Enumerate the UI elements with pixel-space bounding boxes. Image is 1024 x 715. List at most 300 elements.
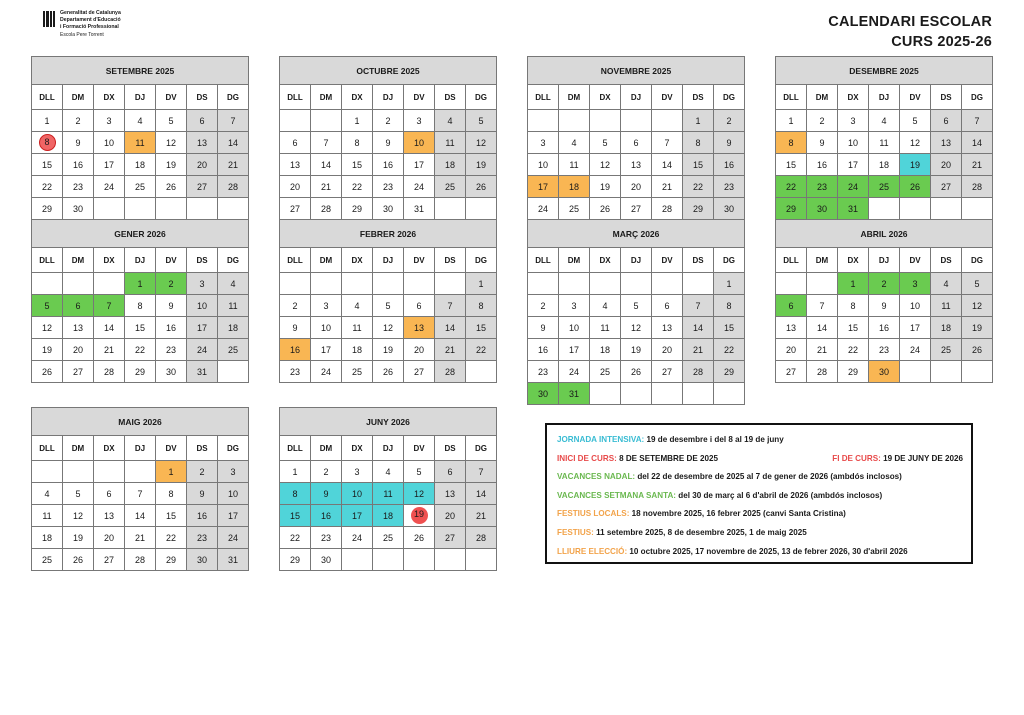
day-cell: 22 (776, 176, 807, 198)
legend-row-nadal (557, 468, 963, 487)
weekday-header: DG (714, 85, 745, 110)
day-cell: 5 (373, 295, 404, 317)
title-line-2: CURS 2025-26 (891, 34, 992, 50)
day-cell: 4 (342, 295, 373, 317)
day-cell: 14 (466, 483, 497, 505)
day-cell: 7 (311, 132, 342, 154)
day-cell: 10 (187, 295, 218, 317)
empty-cell (125, 461, 156, 483)
day-cell: 9 (869, 295, 900, 317)
day-cell: 2 (373, 110, 404, 132)
weekday-header: DV (404, 436, 435, 461)
legend-label: VACANCES NADAL: (557, 472, 636, 482)
day-cell: 23 (156, 339, 187, 361)
day-cell: 10 (342, 483, 373, 505)
weekday-header: DM (559, 85, 590, 110)
day-cell: 6 (652, 295, 683, 317)
empty-cell (218, 361, 249, 383)
day-cell: 1 (280, 461, 311, 483)
day-cell: 14 (683, 317, 714, 339)
weekday-header: DG (714, 248, 745, 273)
day-cell: 29 (838, 361, 869, 383)
day-cell: 20 (63, 339, 94, 361)
day-cell: 24 (342, 527, 373, 549)
month-name: GENER 2026 (32, 220, 249, 248)
day-cell: 18 (373, 505, 404, 527)
empty-cell (652, 273, 683, 295)
weekday-header: DX (342, 436, 373, 461)
day-cell: 20 (187, 154, 218, 176)
weekday-header: DJ (125, 85, 156, 110)
legend-row-festius (557, 524, 963, 543)
day-cell: 25 (218, 339, 249, 361)
day-cell (32, 132, 63, 154)
day-cell: 27 (404, 361, 435, 383)
day-cell: 10 (838, 132, 869, 154)
day-cell: 14 (807, 317, 838, 339)
day-cell: 28 (311, 198, 342, 220)
day-cell: 22 (280, 527, 311, 549)
empty-cell (807, 273, 838, 295)
weekday-header: DS (187, 248, 218, 273)
day-cell: 8 (280, 483, 311, 505)
day-cell: 10 (900, 295, 931, 317)
day-cell: 26 (590, 198, 621, 220)
legend-label: FESTIUS LOCALS: (557, 509, 630, 519)
weekday-header: DV (404, 248, 435, 273)
day-cell: 10 (528, 154, 559, 176)
day-cell: 29 (776, 198, 807, 220)
day-cell: 5 (156, 110, 187, 132)
empty-cell (373, 273, 404, 295)
day-cell: 11 (869, 132, 900, 154)
day-cell: 25 (125, 176, 156, 198)
weekday-header: DV (900, 248, 931, 273)
weekday-header: DG (466, 248, 497, 273)
day-cell: 6 (931, 110, 962, 132)
day-cell: 14 (94, 317, 125, 339)
weekday-header: DX (94, 85, 125, 110)
day-cell: 23 (187, 527, 218, 549)
day-cell: 30 (373, 198, 404, 220)
day-cell: 4 (125, 110, 156, 132)
day-cell: 3 (311, 295, 342, 317)
month-calendar (31, 407, 249, 571)
legend-text: 8 DE SETEMBRE DE 2025 (619, 453, 719, 463)
day-cell: 21 (311, 176, 342, 198)
day-cell: 28 (435, 361, 466, 383)
empty-cell (962, 361, 993, 383)
day-cell: 16 (156, 317, 187, 339)
day-cell: 17 (311, 339, 342, 361)
weekday-header: DS (931, 248, 962, 273)
day-cell: 12 (962, 295, 993, 317)
weekday-header: DM (807, 85, 838, 110)
weekday-header: DS (683, 85, 714, 110)
day-cell: 4 (590, 295, 621, 317)
day-cell: 20 (776, 339, 807, 361)
day-cell: 3 (900, 273, 931, 295)
day-cell: 19 (373, 339, 404, 361)
day-cell: 30 (156, 361, 187, 383)
day-cell: 5 (962, 273, 993, 295)
day-cell: 24 (559, 361, 590, 383)
day-cell: 24 (838, 176, 869, 198)
day-cell: 1 (125, 273, 156, 295)
weekday-header: DS (187, 436, 218, 461)
empty-cell (900, 361, 931, 383)
day-cell: 7 (218, 110, 249, 132)
empty-cell (404, 549, 435, 571)
day-cell: 30 (807, 198, 838, 220)
day-cell: 27 (776, 361, 807, 383)
empty-cell (342, 549, 373, 571)
day-cell: 30 (311, 549, 342, 571)
day-cell: 31 (187, 361, 218, 383)
day-cell: 19 (32, 339, 63, 361)
day-cell: 12 (32, 317, 63, 339)
day-cell: 15 (776, 154, 807, 176)
day-cell: 28 (466, 527, 497, 549)
day-cell: 3 (404, 110, 435, 132)
day-cell: 24 (94, 176, 125, 198)
day-cell: 12 (900, 132, 931, 154)
day-cell: 14 (218, 132, 249, 154)
month-name: MAIG 2026 (32, 408, 249, 436)
day-cell: 1 (342, 110, 373, 132)
day-cell: 8 (838, 295, 869, 317)
weekday-header: DG (466, 436, 497, 461)
day-cell: 18 (559, 176, 590, 198)
day-cell: 27 (63, 361, 94, 383)
weekday-header: DM (63, 436, 94, 461)
day-cell: 4 (435, 110, 466, 132)
empty-cell (466, 361, 497, 383)
day-cell: 9 (714, 132, 745, 154)
day-cell: 31 (404, 198, 435, 220)
day-cell: 16 (280, 339, 311, 361)
logo-line-2: Departament d'Educació (60, 17, 121, 23)
month-calendar (527, 56, 745, 220)
weekday-header: DG (218, 248, 249, 273)
weekday-header: DS (435, 85, 466, 110)
day-cell: 9 (528, 317, 559, 339)
day-cell: 8 (342, 132, 373, 154)
day-cell: 3 (838, 110, 869, 132)
logo-line-1: Generalitat de Catalunya (60, 10, 121, 16)
weekday-header: DX (838, 248, 869, 273)
day-cell: 11 (590, 317, 621, 339)
weekday-header: DG (218, 436, 249, 461)
weekday-header: DJ (869, 248, 900, 273)
day-cell: 8 (466, 295, 497, 317)
day-cell: 6 (435, 461, 466, 483)
day-cell: 4 (869, 110, 900, 132)
weekday-header: DX (590, 248, 621, 273)
day-cell: 19 (962, 317, 993, 339)
day-cell: 1 (156, 461, 187, 483)
day-cell: 11 (218, 295, 249, 317)
day-cell: 26 (621, 361, 652, 383)
day-cell: 14 (435, 317, 466, 339)
weekday-header: DG (962, 85, 993, 110)
empty-cell (125, 198, 156, 220)
day-cell: 13 (652, 317, 683, 339)
day-cell: 17 (838, 154, 869, 176)
day-marker: 19 (411, 507, 428, 524)
weekday-header: DX (94, 436, 125, 461)
legend-row-intensiva (557, 431, 963, 450)
weekday-header: DLL (32, 248, 63, 273)
weekday-header: DX (94, 248, 125, 273)
day-cell: 13 (776, 317, 807, 339)
weekday-header: DV (900, 85, 931, 110)
day-cell: 1 (714, 273, 745, 295)
day-cell: 25 (869, 176, 900, 198)
legend-row-inici-fi (557, 450, 963, 469)
day-cell: 25 (931, 339, 962, 361)
day-cell: 12 (156, 132, 187, 154)
day-cell: 26 (404, 527, 435, 549)
day-cell: 12 (373, 317, 404, 339)
day-cell: 25 (373, 527, 404, 549)
empty-cell (280, 110, 311, 132)
day-cell: 15 (32, 154, 63, 176)
month-name: JUNY 2026 (280, 408, 497, 436)
month-name: SETEMBRE 2025 (32, 57, 249, 85)
weekday-header: DJ (373, 436, 404, 461)
day-cell: 16 (528, 339, 559, 361)
weekday-header: DV (156, 248, 187, 273)
month-name: FEBRER 2026 (280, 220, 497, 248)
day-cell: 24 (528, 198, 559, 220)
day-cell: 8 (683, 132, 714, 154)
day-cell: 25 (590, 361, 621, 383)
day-cell: 25 (435, 176, 466, 198)
day-cell: 17 (528, 176, 559, 198)
day-cell: 13 (63, 317, 94, 339)
day-cell: 31 (218, 549, 249, 571)
day-cell: 28 (94, 361, 125, 383)
legend-text: 18 novembre 2025, 16 febrer 2025 (canvi Santa Cristina) (631, 509, 846, 519)
day-cell: 11 (342, 317, 373, 339)
day-cell: 28 (652, 198, 683, 220)
day-cell: 27 (621, 198, 652, 220)
day-cell: 23 (373, 176, 404, 198)
day-cell: 10 (94, 132, 125, 154)
day-cell: 28 (962, 176, 993, 198)
day-cell: 21 (435, 339, 466, 361)
legend-label: VACANCES SETMANA SANTA: (557, 490, 677, 500)
day-cell: 6 (404, 295, 435, 317)
day-cell: 9 (311, 483, 342, 505)
day-cell: 26 (466, 176, 497, 198)
day-cell: 6 (187, 110, 218, 132)
day-cell: 16 (807, 154, 838, 176)
day-cell: 7 (683, 295, 714, 317)
generalitat-logo (43, 10, 121, 39)
weekday-header: DLL (528, 85, 559, 110)
weekday-header: DS (187, 85, 218, 110)
day-cell: 2 (156, 273, 187, 295)
empty-cell (280, 273, 311, 295)
day-cell: 4 (373, 461, 404, 483)
empty-cell (373, 549, 404, 571)
day-cell: 18 (32, 527, 63, 549)
legend-label: FI DE CURS: (832, 453, 881, 463)
day-cell: 27 (187, 176, 218, 198)
legend-text: 10 octubre 2025, 17 novembre de 2025, 13 de febrer 2026, 30 d'abril 2026 (629, 546, 908, 556)
day-cell: 18 (218, 317, 249, 339)
day-cell: 12 (63, 505, 94, 527)
weekday-header: DX (342, 248, 373, 273)
weekday-header: DM (559, 248, 590, 273)
day-cell: 4 (559, 132, 590, 154)
day-cell: 22 (714, 339, 745, 361)
day-cell: 4 (218, 273, 249, 295)
day-cell: 2 (311, 461, 342, 483)
day-cell: 25 (32, 549, 63, 571)
month-name: ABRIL 2026 (776, 220, 993, 248)
legend-label: LLIURE ELECCIÓ: (557, 546, 628, 556)
empty-cell (311, 110, 342, 132)
day-cell: 29 (683, 198, 714, 220)
day-cell: 21 (962, 154, 993, 176)
weekday-header: DG (466, 85, 497, 110)
empty-cell (187, 198, 218, 220)
weekday-header: DJ (373, 85, 404, 110)
weekday-header: DLL (280, 85, 311, 110)
day-cell: 9 (373, 132, 404, 154)
day-cell: 16 (311, 505, 342, 527)
empty-cell (714, 383, 745, 405)
day-cell: 9 (156, 295, 187, 317)
legend-label: JORNADA INTENSIVA: (557, 435, 645, 444)
empty-cell (931, 361, 962, 383)
day-cell: 24 (404, 176, 435, 198)
weekday-header: DJ (869, 85, 900, 110)
day-cell: 1 (32, 110, 63, 132)
weekday-header: DM (63, 85, 94, 110)
day-cell: 7 (435, 295, 466, 317)
day-cell: 2 (807, 110, 838, 132)
legend-text: 19 de desembre i del 8 al 19 de juny (646, 435, 784, 444)
day-cell: 16 (714, 154, 745, 176)
day-cell: 12 (404, 483, 435, 505)
day-cell: 21 (466, 505, 497, 527)
day-cell: 15 (280, 505, 311, 527)
day-cell: 15 (466, 317, 497, 339)
month-calendar (279, 219, 497, 383)
day-cell: 27 (280, 198, 311, 220)
day-cell: 17 (218, 505, 249, 527)
day-cell: 15 (683, 154, 714, 176)
day-cell: 13 (404, 317, 435, 339)
month-name: DESEMBRE 2025 (776, 57, 993, 85)
empty-cell (559, 110, 590, 132)
day-cell: 13 (435, 483, 466, 505)
day-cell: 16 (187, 505, 218, 527)
empty-cell (652, 383, 683, 405)
weekday-header: DM (807, 248, 838, 273)
day-cell: 15 (342, 154, 373, 176)
legend-box (545, 423, 973, 564)
day-cell: 15 (156, 505, 187, 527)
day-cell: 27 (435, 527, 466, 549)
day-cell: 18 (435, 154, 466, 176)
empty-cell (528, 273, 559, 295)
day-cell: 22 (342, 176, 373, 198)
day-cell: 6 (776, 295, 807, 317)
day-cell: 23 (280, 361, 311, 383)
day-cell: 18 (125, 154, 156, 176)
day-cell: 6 (280, 132, 311, 154)
day-cell: 20 (94, 527, 125, 549)
legend-row-setmana-santa (557, 487, 963, 506)
day-cell: 22 (466, 339, 497, 361)
day-cell: 8 (156, 483, 187, 505)
day-cell: 3 (342, 461, 373, 483)
day-cell: 29 (342, 198, 373, 220)
weekday-header: DS (931, 85, 962, 110)
day-cell: 19 (900, 154, 931, 176)
day-cell: 9 (187, 483, 218, 505)
month-calendar (775, 56, 993, 220)
day-cell: 21 (807, 339, 838, 361)
legend-row-lliure-eleccio (557, 543, 963, 562)
day-cell: 18 (590, 339, 621, 361)
empty-cell (435, 549, 466, 571)
empty-cell (466, 198, 497, 220)
day-cell: 11 (32, 505, 63, 527)
day-cell: 15 (125, 317, 156, 339)
day-cell: 19 (466, 154, 497, 176)
day-cell: 26 (156, 176, 187, 198)
day-cell: 16 (63, 154, 94, 176)
day-cell: 30 (528, 383, 559, 405)
empty-cell (962, 198, 993, 220)
day-cell: 10 (404, 132, 435, 154)
day-cell: 24 (218, 527, 249, 549)
empty-cell (32, 273, 63, 295)
empty-cell (559, 273, 590, 295)
day-cell: 11 (125, 132, 156, 154)
day-cell: 11 (435, 132, 466, 154)
weekday-header: DM (63, 248, 94, 273)
weekday-header: DV (652, 248, 683, 273)
empty-cell (218, 198, 249, 220)
day-cell: 18 (869, 154, 900, 176)
empty-cell (156, 198, 187, 220)
empty-cell (466, 549, 497, 571)
day-cell: 24 (187, 339, 218, 361)
day-cell: 6 (94, 483, 125, 505)
day-cell: 23 (528, 361, 559, 383)
day-cell: 1 (683, 110, 714, 132)
empty-cell (621, 383, 652, 405)
day-cell: 22 (32, 176, 63, 198)
weekday-header: DM (311, 248, 342, 273)
day-cell: 24 (900, 339, 931, 361)
day-cell: 22 (838, 339, 869, 361)
empty-cell (63, 273, 94, 295)
weekday-header: DJ (125, 248, 156, 273)
empty-cell (528, 110, 559, 132)
day-cell: 25 (342, 361, 373, 383)
day-cell: 9 (63, 132, 94, 154)
day-cell: 6 (621, 132, 652, 154)
day-cell: 31 (838, 198, 869, 220)
